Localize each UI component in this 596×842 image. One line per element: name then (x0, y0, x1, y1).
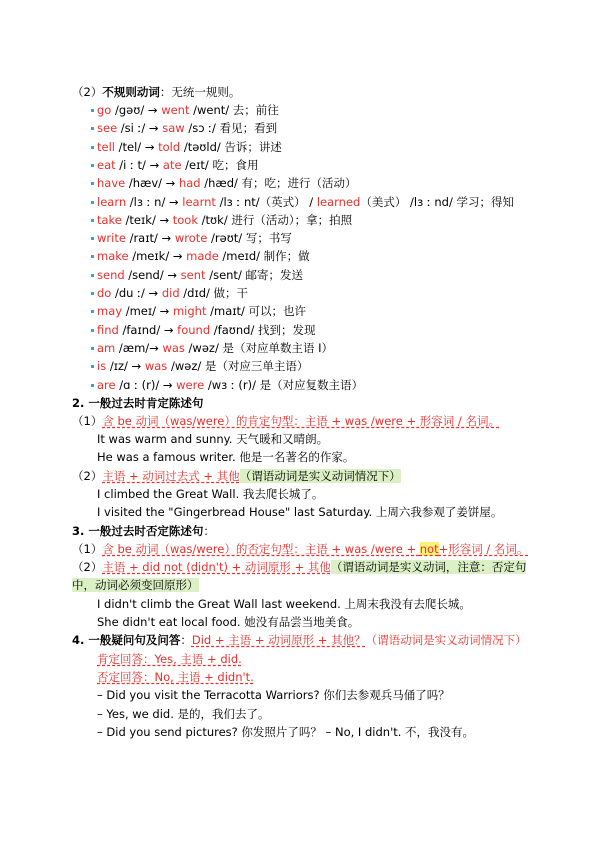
verb-base-phonetic: /gəʊ/ → (111, 103, 162, 117)
sec3-rule2-note-a: （谓语动词是实义动词，注意：否定句 (330, 560, 527, 574)
sec2-rule1-text: 含 be 动词（was/were）的肯定句型：主语 + was /were + 形容词 / 名词。 (102, 414, 500, 428)
verb-past: was (144, 359, 168, 373)
bullet-icon (91, 329, 94, 332)
verb-past-phonetic: /meɪd/ 制作；做 (218, 249, 310, 263)
verb-base: may (97, 304, 123, 318)
sec4-title-text: 4. 一般疑问句及问答 (72, 633, 181, 647)
sec4-dialogue-1: – Did you visit the Terracotta Warriors? 你们去参观兵马俑了吗？ (97, 688, 450, 702)
verb-past: went (161, 103, 190, 117)
verb-past-phonetic: /wəz/ 是（对应单数主语 I） (184, 341, 334, 355)
verb-base: write (97, 231, 126, 245)
verb-past: was (162, 341, 185, 355)
verb-row (97, 285, 248, 301)
verb-past-phonetic: /wəz/ 是（对应三单主语） (167, 359, 309, 373)
verb-base: find (97, 323, 119, 337)
verb-past-phonetic: /eɪt/ 吃；食用 (181, 158, 259, 172)
sec3-title-colon: ： (203, 524, 215, 538)
verb-base: see (97, 121, 118, 135)
sec2-example-1: It was warm and sunny. 天气暖和又晴朗。 (97, 432, 329, 446)
sec2-rule2-num: （2） (72, 469, 103, 483)
bullet-icon (91, 127, 94, 130)
sec3-rule2 (72, 559, 526, 575)
bullet-icon (91, 292, 94, 295)
verb-row (97, 139, 282, 155)
verb-base-phonetic: /faɪnd/ → (118, 323, 178, 337)
verb-base-phonetic: /i ː t/ → (115, 158, 163, 172)
sec3-example-1: I didn't climb the Great Wall last weekend. 上周末我没有去爬长城。 (97, 597, 471, 611)
verb-base: take (97, 213, 122, 227)
verb-past-alt: learned (316, 195, 361, 209)
sec2-example-4: I visited the "Gingerbread House" last Saturday. 上周六我参观了姜饼屋。 (97, 505, 503, 519)
verb-past: made (186, 249, 219, 263)
bullet-icon (91, 164, 94, 167)
verb-past-phonetic: /tʊk/ 进行（活动）；拿；拍照 (198, 213, 353, 227)
verb-past: might (172, 304, 207, 318)
sec3-rule1-not: not (419, 542, 439, 556)
sec3-title-text: 3. 一般过去时否定陈述句 (72, 524, 204, 538)
sec2-rule2 (72, 468, 401, 484)
sec3-rule2-num: （2） (72, 560, 103, 574)
verbs-header (72, 84, 240, 100)
sec4-no-answer (97, 669, 254, 685)
verb-base-phonetic: /si ː/ → (117, 121, 163, 135)
sec3-title (72, 523, 215, 539)
sec2-example-2: He was a famous writer. 他是一名著名的作家。 (97, 450, 355, 464)
sec4-no-answer-text: 否定回答：No, 主语 + didn't. (97, 670, 254, 684)
verb-row (97, 303, 306, 319)
verb-past-phonetic: /sɔ ː/ 看见；看到 (184, 121, 278, 135)
verb-past: learnt (182, 195, 216, 209)
verbs-header-title: 不规则动词 (102, 85, 160, 99)
verb-row (97, 377, 363, 393)
verb-base-phonetic: /hæv/ → (125, 176, 179, 190)
sec3-rule1-text-a: 含 be 动词（was/were）的否定句型：主语 + was /were + (102, 542, 420, 556)
sec2-title-text: 2. 一般过去时肯定陈述句 (72, 396, 204, 410)
verb-base-phonetic: /ɑ ː (r)/ → (115, 378, 177, 392)
sec2-rule2-text: 主语 + 动词过去式 + 其他 (102, 469, 240, 483)
verb-past-phonetic: /maɪt/ 可以；也许 (206, 304, 307, 318)
verb-base-phonetic: /ɪz/ → (106, 359, 145, 373)
verb-base-phonetic: /lɜ ː n/ → (126, 195, 183, 209)
sec4-rule: Did + 主语 + 动词原形 + 其他？ (191, 633, 366, 647)
sec4-dialogue-3: – Did you send pictures? 你发照片了吗？ – No, I didn't. 不，我没有。 (97, 725, 475, 739)
sec4-title-colon: ： (180, 633, 192, 647)
sec2-rule1-num: （1） (72, 414, 103, 428)
verb-past-phonetic: /təʊld/ 告诉；讲述 (180, 140, 282, 154)
verb-base: eat (97, 158, 116, 172)
sec2-rule1 (72, 413, 500, 429)
verb-row (97, 120, 277, 136)
sec4-yes-answer (97, 651, 242, 667)
verb-past: saw (162, 121, 185, 135)
verb-base: make (97, 249, 129, 263)
verb-base: is (97, 359, 107, 373)
verb-base: do (97, 286, 112, 300)
verb-base-phonetic: /æm/→ (115, 341, 163, 355)
verb-base-phonetic: /teɪk/ → (121, 213, 173, 227)
bullet-icon (91, 182, 94, 185)
bullet-icon (91, 237, 94, 240)
verb-past: told (158, 140, 181, 154)
sec4-title (72, 632, 527, 648)
verb-past-phonetic: /faʊnd/ 找到；发现 (210, 323, 316, 337)
sec2-rule2-note: （谓语动词是实义动词情况下） (239, 469, 401, 483)
sec3-rule1-num: （1） (72, 542, 103, 556)
verb-row (97, 322, 315, 338)
sec3-example-2: She didn't eat local food. 她没有品尝当地美食。 (97, 615, 360, 629)
verb-base: have (97, 176, 126, 190)
bullet-icon (91, 274, 94, 277)
sec3-rule2-note-b: 中，动词必须变回原形） (72, 578, 199, 592)
verb-row (97, 102, 279, 118)
verb-past-phonetic: /sent/ 邮寄；发送 (205, 268, 303, 282)
verbs-header-desc: ：无统一规则。 (159, 85, 241, 99)
sec4-dialogue-2: – Yes, we did. 是的，我们去了。 (97, 707, 270, 721)
verb-past: sent (180, 268, 206, 282)
verbs-header-num: （2） (72, 85, 103, 99)
bullet-icon (91, 146, 94, 149)
bullet-icon (91, 255, 94, 258)
verb-past-phonetic: /wɜ ː (r)/ 是（对应复数主语） (204, 378, 364, 392)
verb-base: go (97, 103, 112, 117)
verb-past: took (172, 213, 199, 227)
sec3-rule1 (72, 541, 528, 557)
verb-row (97, 358, 308, 374)
verb-base: learn (97, 195, 127, 209)
verb-base-phonetic: /tel/ → (114, 140, 159, 154)
verb-past-phonetic: /went/ 去；前往 (189, 103, 279, 117)
sec2-title (72, 395, 203, 411)
verb-base-phonetic: /du ː/ → (111, 286, 162, 300)
verb-past: were (176, 378, 205, 392)
verb-past: did (161, 286, 180, 300)
verb-base-phonetic: /meɪ/ → (122, 304, 173, 318)
sec3-rule1-text-b: +形容词 / 名词。 (438, 542, 529, 556)
sec2-example-3: I climbed the Great Wall. 我去爬长城了。 (97, 487, 324, 501)
verb-base-phonetic: /raɪt/ → (125, 231, 175, 245)
bullet-icon (91, 347, 94, 350)
verb-row (97, 340, 333, 356)
verb-past: ate (162, 158, 182, 172)
verb-row (97, 248, 310, 264)
sec3-rule2-cont (72, 577, 199, 593)
verb-base: send (97, 268, 125, 282)
verb-base-phonetic: /meɪk/ → (128, 249, 187, 263)
verb-base: tell (97, 140, 115, 154)
verb-row (97, 230, 292, 246)
sec4-yes-answer-text: 肯定回答：Yes, 主语 + did. (97, 652, 242, 666)
bullet-icon (91, 109, 94, 112)
verb-base: am (97, 341, 116, 355)
bullet-icon (91, 365, 94, 368)
verb-row (97, 194, 514, 210)
bullet-icon (91, 384, 94, 387)
verb-row (97, 267, 303, 283)
sec4-note: （谓语动词是实义动词情况下） (365, 633, 527, 647)
bullet-icon (91, 201, 94, 204)
verb-past-phonetic: /lɜ ː nt/（英式） / (215, 195, 317, 209)
verb-row (97, 212, 352, 228)
verb-past-phonetic: /hæd/ 有；吃；进行（活动） (200, 176, 357, 190)
verb-base-phonetic: /send/ → (124, 268, 181, 282)
bullet-icon (91, 219, 94, 222)
verb-past: wrote (174, 231, 208, 245)
verb-base: are (97, 378, 116, 392)
verb-past-phonetic: /dɪd/ 做；干 (179, 286, 249, 300)
sec3-rule2-text: 主语 + did not (didn't) + 动词原形 + 其他 (102, 560, 331, 574)
verb-past-alt-phonetic: （美式） /lɜ ː nd/ 学习；得知 (360, 195, 514, 209)
verb-row (97, 175, 357, 191)
verb-row (97, 157, 258, 173)
verb-past: found (177, 323, 211, 337)
verb-past-phonetic: /rəʊt/ 写；书写 (207, 231, 292, 245)
verb-past: had (178, 176, 201, 190)
bullet-icon (91, 310, 94, 313)
